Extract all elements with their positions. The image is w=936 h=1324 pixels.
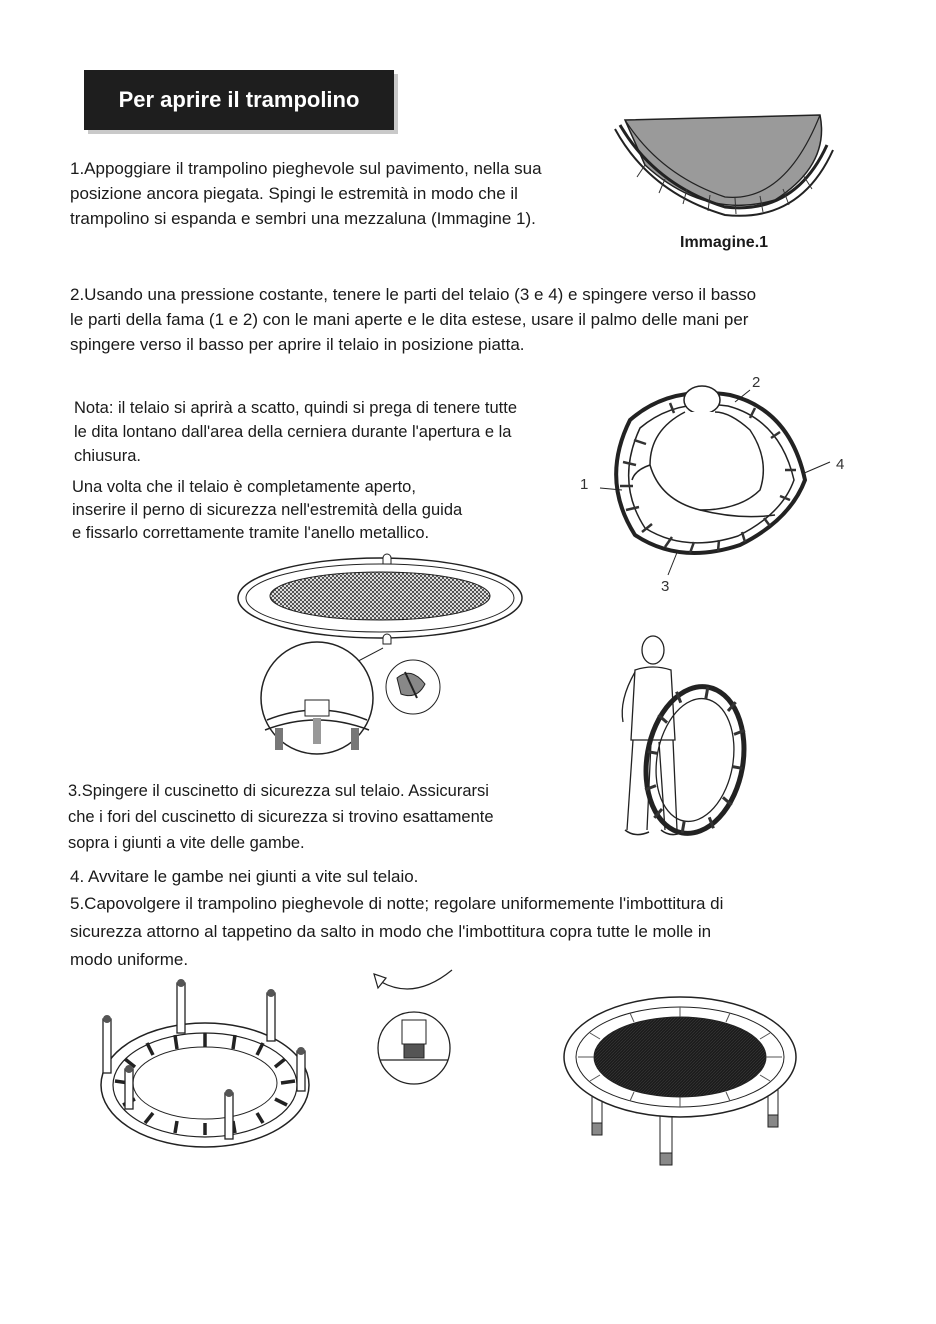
step-1-line: posizione ancora piegata. Spingi le estremità in modo che il (70, 184, 518, 203)
figure-1-caption: Immagine.1 (680, 234, 769, 251)
step-5-line: sicurezza attorno al tappetino da salto in modo che l'imbottitura copra tutte le molle in (70, 922, 712, 941)
figure-safety-pin-detail (235, 550, 535, 755)
figure-screw-joint-detail (368, 968, 468, 1088)
frame-label-3: 3 (661, 578, 670, 595)
step-1-line: trampolino si espanda e sembri una mezzaluna (Immagine 1). (70, 209, 536, 228)
step-2-line: spingere verso il basso per aprire il telaio in posizione piatta. (70, 335, 525, 354)
step-5-line: 5.Capovolgere il trampolino pieghevole di notte; regolare uniformemente l'imbottitura di (70, 894, 724, 913)
step-2-line: 2.Usando una pressione costante, tenere le parti del telaio (3 e 4) e spingere verso il basso (70, 285, 757, 304)
step-3-line: che i fori del cuscinetto di sicurezza si trovino esattamente (68, 808, 494, 826)
pin-line: Una volta che il telaio è completamente aperto, (72, 478, 416, 496)
pin-line: e fissarlo correttamente tramite l'anello metallico. (72, 524, 430, 542)
frame-label-2: 2 (752, 374, 761, 391)
step-2-line: le parti della fama (1 e 2) con le mani aperte e le dita estese, usare il palmo delle mani per (70, 310, 749, 329)
step-4-text (70, 864, 770, 889)
figure-person-holding-trampoline (605, 630, 755, 855)
step-4-line: 4. Avvitare le gambe nei giunti a vite sul telaio. (70, 867, 419, 886)
pin-text (72, 476, 572, 545)
page-title: Per aprire il trampolino (84, 70, 394, 130)
frame-label-4: 4 (836, 456, 845, 473)
note-line: le dita lontano dall'area della cerniera durante l'apertura e la (74, 423, 512, 441)
frame-label-1: 1 (580, 476, 589, 493)
step-3-line: sopra i giunti a vite delle gambe. (68, 834, 305, 852)
figure-finished-trampoline (560, 995, 800, 1170)
figure-person-opening-frame (590, 370, 840, 570)
step-1-line: 1.Appoggiare il trampolino pieghevole sul pavimento, nella sua (70, 159, 542, 178)
step-5-line: modo uniforme. (70, 950, 189, 969)
step-2-text (70, 282, 890, 357)
figure-legs-and-frame (95, 975, 320, 1165)
step-5-text (70, 890, 890, 974)
note-line: chiusura. (74, 447, 141, 465)
note-text (74, 396, 614, 468)
note-line: Nota: il telaio si aprirà a scatto, quindi si prega di tenere tutte (74, 399, 517, 417)
step-1-text (70, 156, 630, 231)
step-3-text (68, 778, 608, 856)
pin-line: inserire il perno di sicurezza nell'estremità della guida (72, 501, 463, 519)
step-3-line: 3.Spingere il cuscinetto di sicurezza sul telaio. Assicurarsi (68, 782, 489, 800)
figure-1-folded-trampoline (615, 105, 835, 225)
